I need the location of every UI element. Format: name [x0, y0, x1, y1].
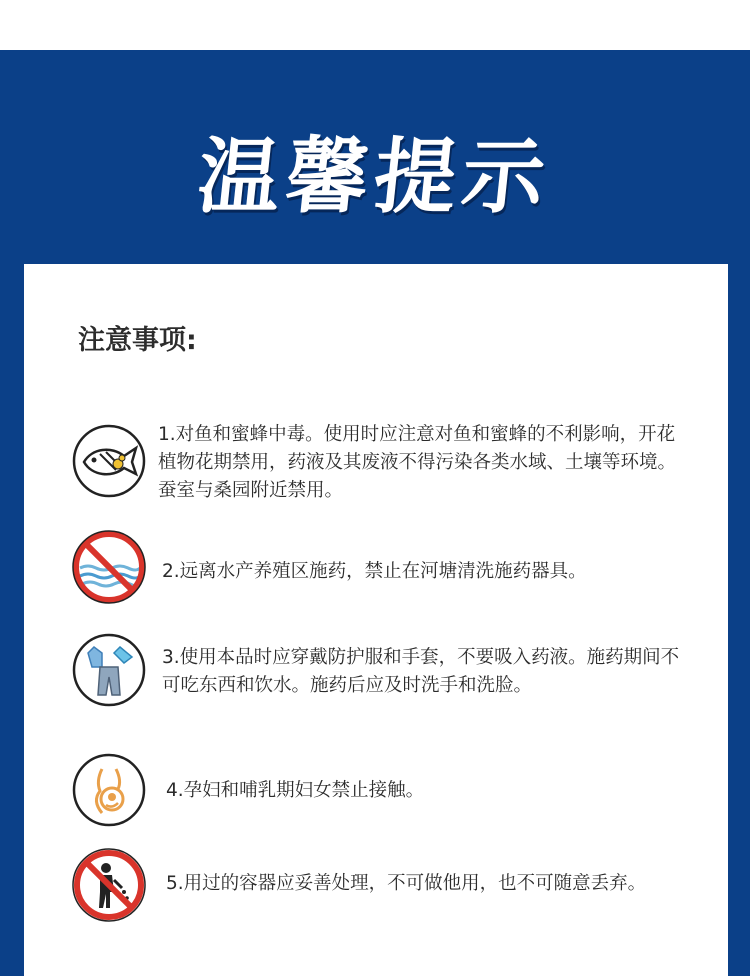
item-text: 3.使用本品时应穿戴防护服和手套，不要吸入药液。施药期间不可吃东西和饮水。施药后应及时洗手和洗脸。	[162, 647, 680, 696]
item-text: 4.孕妇和哺乳期妇女禁止接触。	[166, 780, 425, 801]
fish-bee-icon	[72, 424, 146, 498]
no-littering-icon	[72, 848, 146, 922]
item-text: 5.用过的容器应妥善处理，不可做他用，也不可随意丢弃。	[166, 873, 647, 894]
page-title: 温馨提示	[193, 130, 556, 225]
no-water-icon	[72, 530, 146, 604]
pregnant-woman-icon	[72, 753, 146, 827]
item-text: 1.对鱼和蜜蜂中毒。使用时应注意对鱼和蜜蜂的不利影响，开花植物花期禁用，药液及其废液不得污染各类水域、土壤等环境。蚕室与桑园附近禁用。	[158, 424, 677, 501]
top-strip	[0, 0, 750, 50]
protective-gear-icon	[72, 633, 146, 707]
section-title: 注意事项:	[78, 325, 197, 356]
item-text: 2.远离水产养殖区施药，禁止在河塘清洗施药器具。	[162, 561, 587, 582]
